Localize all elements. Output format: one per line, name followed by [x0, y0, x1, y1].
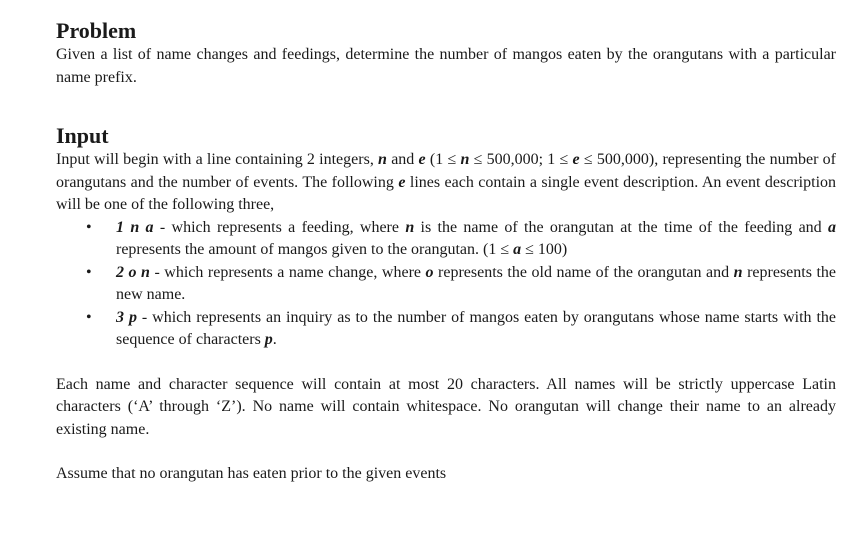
- event-code: 2 o n: [116, 263, 150, 281]
- list-item-inquiry: • 3 p - which represents an inquiry as to the number of mangos eaten by orangutans whose name starts with the sequence of characters p.: [86, 308, 837, 348]
- bullet-icon: •: [86, 308, 92, 326]
- spacer: [56, 441, 836, 463]
- event-code: 3 p: [116, 308, 137, 326]
- spacer: [56, 352, 836, 374]
- input-heading: Input: [56, 123, 109, 148]
- constraints-paragraph: Each name and character sequence will contain at most 20 characters. All names will be strictly uppercase Latin characters (‘A’ through ‘Z’). No name will contain whitespace. No orangutan will change their name to an already existing name.: [56, 375, 836, 438]
- list-item-feeding: • 1 n a - which represents a feeding, where n is the name of the orangutan at the time of the feeding and a represents the amount of mangos given to the orangutan. (1 ≤ a ≤ 100): [86, 218, 837, 258]
- list-item-name-change: • 2 o n - which represents a name change, where o represents the old name of the orangutan and n represents the new name.: [86, 263, 837, 303]
- problem-text: Given a list of name changes and feedings, determine the number of mangos eaten by the orangutans with a particular name prefix.: [56, 46, 836, 86]
- assumption-paragraph: Assume that no orangutan has eaten prior to the given events: [56, 465, 447, 482]
- event-list: [56, 217, 836, 352]
- input-intro: Input will begin with a line containing 2 integers, n and e (1 ≤ n ≤ 500,000; 1 ≤ e ≤ 500,000), representing the number of orangutans and the number of events. The following e lines each contain a single event description. An event description will be one of the following three,: [56, 151, 837, 213]
- bullet-icon: •: [86, 263, 92, 281]
- document-page: [56, 18, 836, 486]
- problem-heading: Problem: [56, 18, 137, 43]
- bullet-icon: •: [86, 218, 92, 236]
- event-code: 1 n a: [116, 218, 154, 236]
